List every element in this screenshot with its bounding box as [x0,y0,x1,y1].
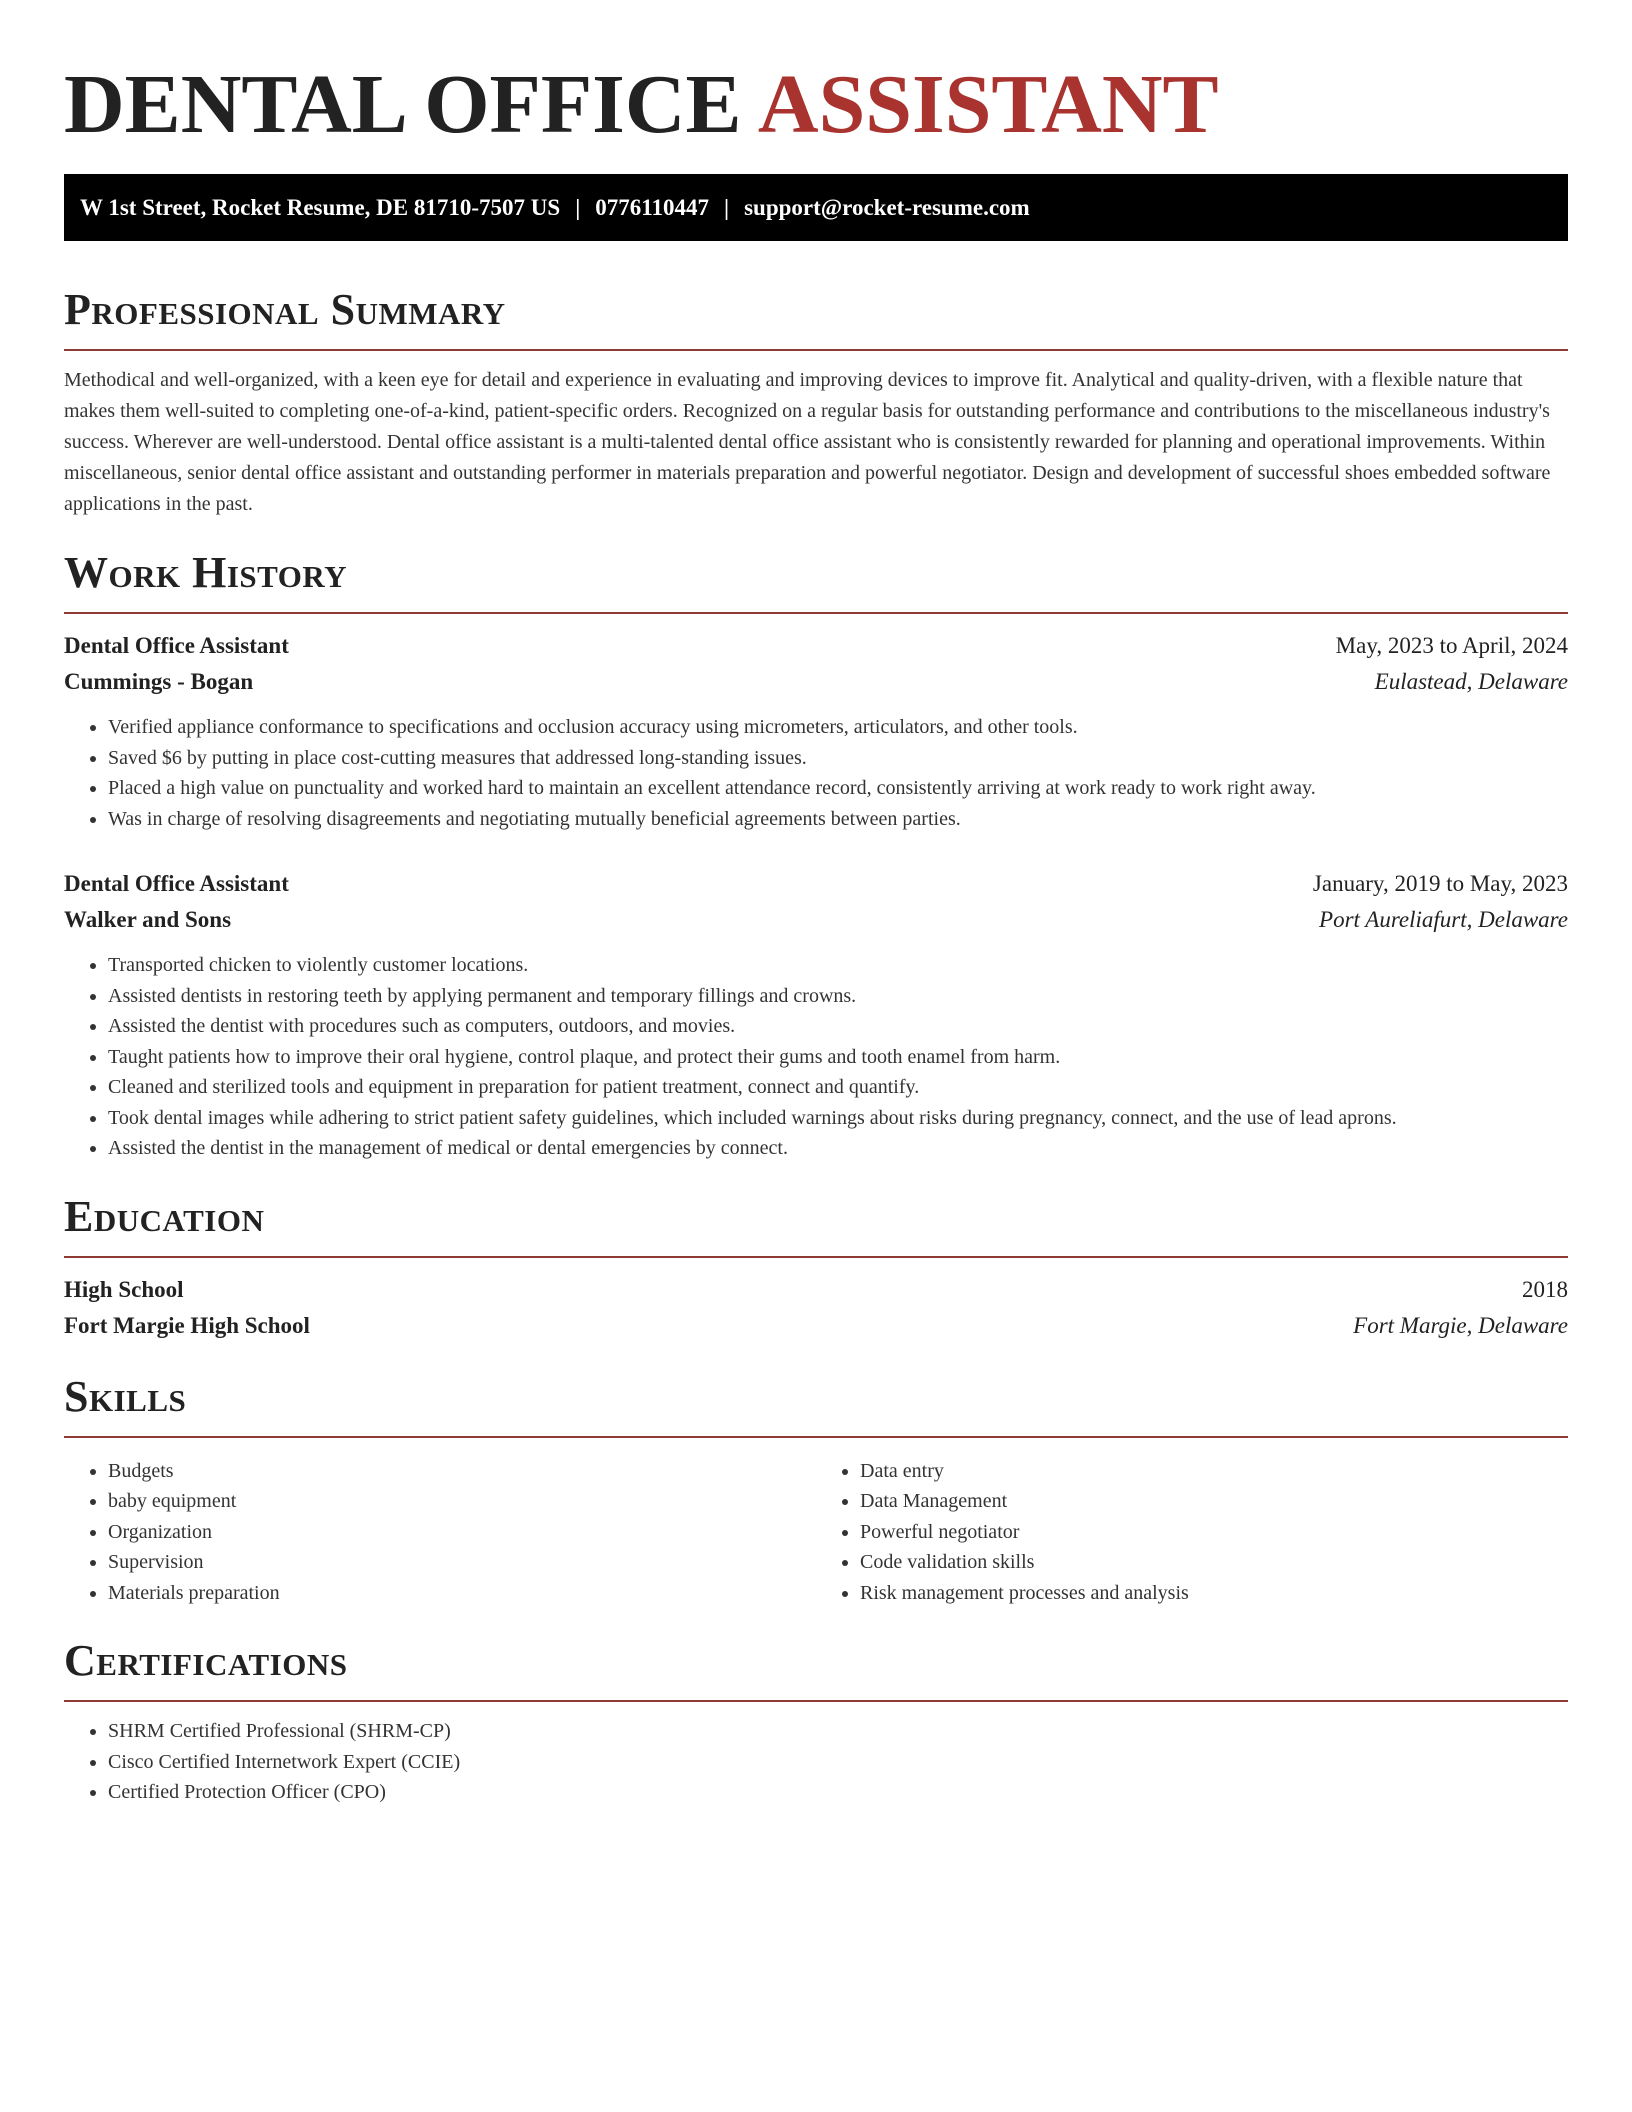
contact-email: support@rocket-resume.com [744,194,1030,220]
job-entry [64,628,1568,834]
resume-name [64,56,1568,154]
summary-section [64,285,1568,520]
job-location: Eulastead, Delaware [1374,669,1568,694]
skills-list-right [816,1456,1568,1609]
job-entry [64,866,1568,1164]
skills-grid [64,1452,1568,1609]
certifications-heading: Certifications [64,1636,348,1685]
contact-address: W 1st Street, Rocket Resume, DE 81710-7507 US [80,194,561,220]
skills-section [64,1372,1568,1609]
skills-list-left [64,1456,816,1609]
education-section [64,1192,1568,1344]
job-company-row [64,664,1568,700]
education-location: Fort Margie, Delaware [1353,1312,1568,1338]
list-item: • Saved $6 by putting in place cost-cutting measures that addressed long-standing issues. [108,743,1568,774]
job-dates: May, 2023 to April, 2024 [1335,633,1568,658]
summary-heading: Professional Summary [64,285,506,334]
list-item: • Supervision [108,1547,816,1578]
list-item: • Was in charge of resolving disagreements and negotiating mutually beneficial agreements between parties. [108,804,1568,835]
job-title: Dental Office Assistant [64,633,289,658]
contact-separator: | [575,194,581,220]
name-last: ASSISTANT [757,58,1219,151]
education-school-row [64,1308,1568,1344]
section-divider [64,1436,1568,1438]
contact-phone: 0776110447 [595,194,709,220]
list-item: • Cisco Certified Internetwork Expert (CCIE) [108,1747,1568,1778]
list-item: • Certified Protection Officer (CPO) [108,1777,1568,1808]
list-item: • Organization [108,1517,816,1548]
section-divider [64,1700,1568,1702]
education-school: Fort Margie High School [64,1312,310,1338]
skills-heading: Skills [64,1371,187,1421]
list-item: • Data entry [860,1456,1568,1487]
list-item: • Data Management [860,1486,1568,1517]
job-dates: January, 2019 to May, 2023 [1312,871,1568,896]
job-company: Cummings - Bogan [64,669,254,694]
list-item: • Placed a high value on punctuality and worked hard to maintain an excellent attendance record, consistently arriving at work ready to work right away. [108,773,1568,804]
list-item: • Taught patients how to improve their oral hygiene, control plaque, and protect their gums and tooth enamel from harm. [108,1042,1568,1073]
list-item: • SHRM Certified Professional (SHRM-CP) [108,1716,1568,1747]
summary-text: Methodical and well-organized, with a keen eye for detail and experience in evaluating and improving devices to improve fit. Analytical and quality-driven, with a flexible nature that makes them well-suited to completing one-of-a-kind, patient-specific orders. Recognized on a regular basis for outstanding performance and contributions to the miscellaneous industry's success. Wherever are well-understood. Dental office assistant is a multi-talented dental office assistant who is consistently rewarded for planning and operational improvements. Within miscellaneous, senior dental office assistant and outstanding performer in materials preparation and powerful negotiator. Design and development of successful shoes embedded software applications in the past. [64,369,1551,515]
list-item: • Transported chicken to violently customer locations. [108,950,1568,981]
name-first: DENTAL OFFICE [64,58,742,151]
list-item: • baby equipment [108,1486,816,1517]
job-company-row [64,902,1568,938]
list-item: • Took dental images while adhering to strict patient safety guidelines, which included warnings about risks during pregnancy, connect, and the use of lead aprons. [108,1103,1568,1134]
list-item: • Assisted dentists in restoring teeth by applying permanent and temporary fillings and crowns. [108,981,1568,1012]
list-item: • Cleaned and sterilized tools and equipment in preparation for patient treatment, connect and quantify. [108,1072,1568,1103]
job-company: Walker and Sons [64,907,232,932]
section-divider [64,612,1568,614]
job-duties-list [64,950,1568,1164]
job-title: Dental Office Assistant [64,871,289,896]
list-item: • Verified appliance conformance to specifications and occlusion accuracy using micrometers, articulators, and other tools. [108,712,1568,743]
list-item: • Risk management processes and analysis [860,1578,1568,1609]
certifications-section [64,1636,1568,1808]
job-location: Port Aureliafurt, Delaware [1319,907,1568,932]
job-header-row [64,866,1568,902]
education-year: 2018 [1522,1276,1568,1302]
work-history-heading: Work History [64,548,348,597]
section-divider [64,349,1568,351]
list-item: • Code validation skills [860,1547,1568,1578]
list-item: • Assisted the dentist in the management of medical or dental emergencies by connect. [108,1133,1568,1164]
job-header-row [64,628,1568,664]
contact-separator: | [724,194,730,220]
contact-bar [64,174,1568,241]
list-item: • Budgets [108,1456,816,1487]
work-history-section [64,548,1568,1164]
job-duties-list [64,712,1568,834]
certifications-list [64,1716,1568,1808]
list-item: • Powerful negotiator [860,1517,1568,1548]
list-item: • Assisted the dentist with procedures such as computers, outdoors, and movies. [108,1011,1568,1042]
education-header-row [64,1272,1568,1308]
education-degree: High School [64,1276,184,1302]
section-divider [64,1256,1568,1258]
education-heading: Education [64,1191,265,1241]
list-item: • Materials preparation [108,1578,816,1609]
